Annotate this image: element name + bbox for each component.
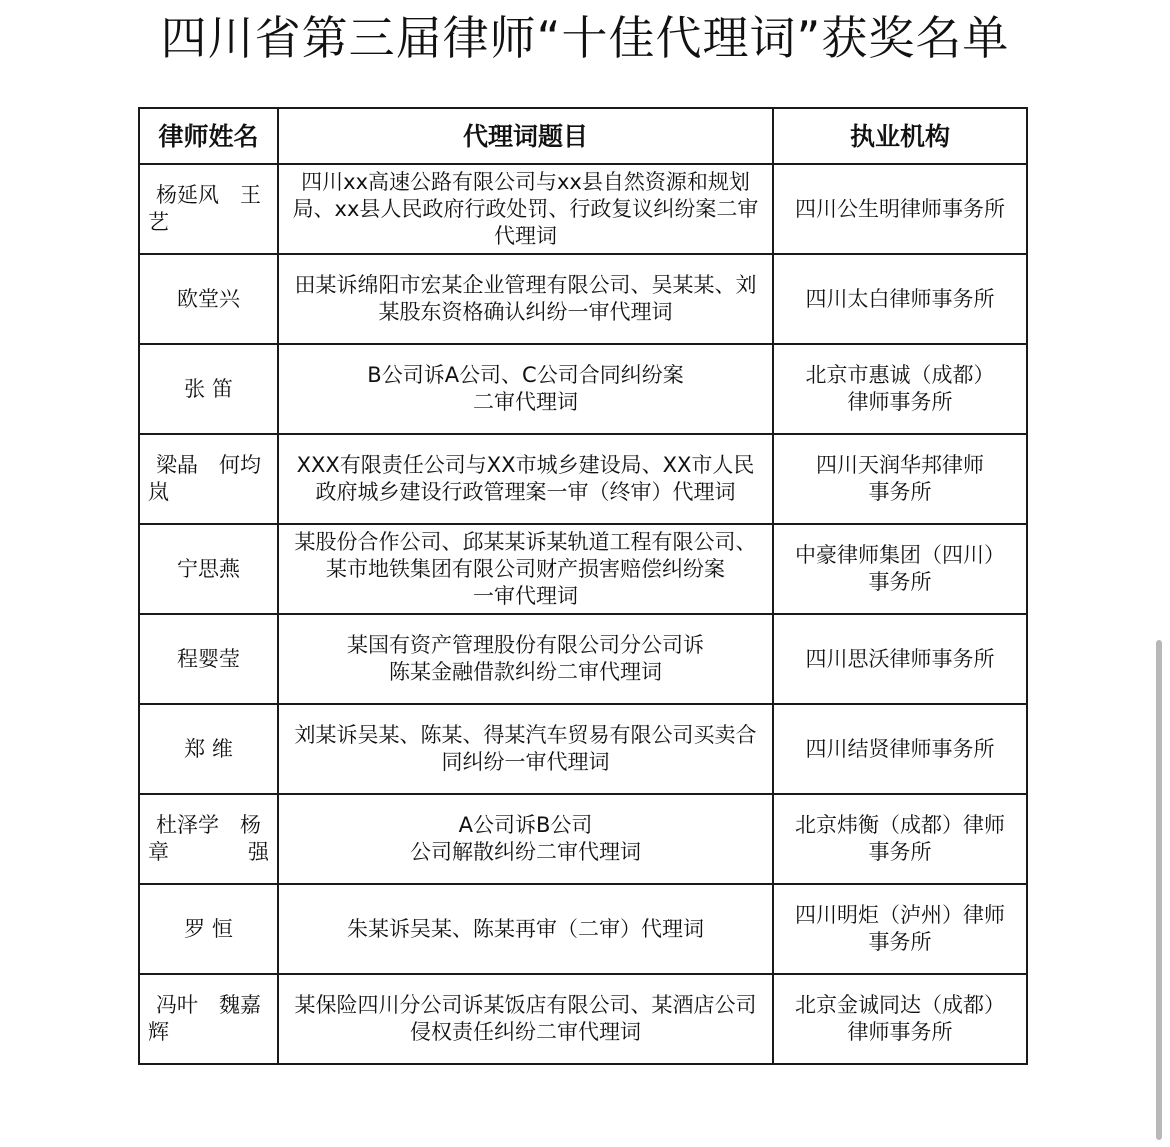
brief-title-cell: 某股份合作公司、邱某某诉某轨道工程有限公司、某市地铁集团有限公司财产损害赔偿纠纷案 一审代理词 <box>278 524 773 614</box>
brief-title-cell: 朱某诉吴某、陈某再审（二审）代理词 <box>278 884 773 974</box>
table-row <box>139 884 1027 974</box>
lawyer-name-cell: 杜泽学 杨章强 <box>139 794 278 884</box>
header-law-firm: 执业机构 <box>773 108 1027 164</box>
lawyer-name-cell: 宁思燕 <box>139 524 278 614</box>
table-row <box>139 614 1027 704</box>
page-title: 四川省第三届律师“十佳代理词”获奖名单 <box>160 11 1010 65</box>
table-row <box>139 434 1027 524</box>
law-firm-cell: 北京市惠诚（成都） 律师事务所 <box>773 344 1027 434</box>
brief-title-cell: XXX有限责任公司与XX市城乡建设局、XX市人民政府城乡建设行政管理案一审（终审）代理词 <box>278 434 773 524</box>
law-firm-cell: 中豪律师集团（四川） 事务所 <box>773 524 1027 614</box>
lawyer-name-cell: 罗 恒 <box>139 884 278 974</box>
brief-title-cell: B公司诉A公司、C公司合同纠纷案 二审代理词 <box>278 344 773 434</box>
award-table <box>138 107 1028 1065</box>
table-row <box>139 974 1027 1064</box>
brief-title-cell: 刘某诉吴某、陈某、得某汽车贸易有限公司买卖合同纠纷一审代理词 <box>278 704 773 794</box>
table-header-row <box>139 108 1027 164</box>
table-row <box>139 704 1027 794</box>
table-row <box>139 344 1027 434</box>
brief-title-cell: 某国有资产管理股份有限公司分公司诉 陈某金融借款纠纷二审代理词 <box>278 614 773 704</box>
header-lawyer-name: 律师姓名 <box>139 108 278 164</box>
law-firm-cell: 四川公生明律师事务所 <box>773 164 1027 254</box>
law-firm-cell: 四川结贤律师事务所 <box>773 704 1027 794</box>
law-firm-cell: 北京炜衡（成都）律师 事务所 <box>773 794 1027 884</box>
header-brief-title: 代理词题目 <box>278 108 773 164</box>
lawyer-name-cell: 欧堂兴 <box>139 254 278 344</box>
table-row <box>139 164 1027 254</box>
brief-title-cell: A公司诉B公司 公司解散纠纷二审代理词 <box>278 794 773 884</box>
lawyer-name-cell: 程婴莹 <box>139 614 278 704</box>
lawyer-name-cell: 冯叶 魏嘉辉 <box>139 974 278 1064</box>
table-row <box>139 254 1027 344</box>
lawyer-name-cell: 梁晶 何均岚 <box>139 434 278 524</box>
brief-title-cell: 四川xx高速公路有限公司与xx县自然资源和规划局、xx县人民政府行政处罚、行政复议纠纷案二审代理词 <box>278 164 773 254</box>
table-row <box>139 524 1027 614</box>
table-body <box>139 164 1027 1064</box>
table-row <box>139 794 1027 884</box>
brief-title-cell: 某保险四川分公司诉某饭店有限公司、某酒店公司侵权责任纠纷二审代理词 <box>278 974 773 1064</box>
law-firm-cell: 四川明炬（泸州）律师 事务所 <box>773 884 1027 974</box>
law-firm-cell: 北京金诚同达（成都） 律师事务所 <box>773 974 1027 1064</box>
lawyer-name-cell: 杨延风 王艺 <box>139 164 278 254</box>
law-firm-cell: 四川天润华邦律师 事务所 <box>773 434 1027 524</box>
law-firm-cell: 四川思沃律师事务所 <box>773 614 1027 704</box>
law-firm-cell: 四川太白律师事务所 <box>773 254 1027 344</box>
lawyer-name-cell: 张 笛 <box>139 344 278 434</box>
brief-title-cell: 田某诉绵阳市宏某企业管理有限公司、吴某某、刘某股东资格确认纠纷一审代理词 <box>278 254 773 344</box>
scrollbar[interactable] <box>1156 640 1162 1140</box>
lawyer-name-cell: 郑 维 <box>139 704 278 794</box>
